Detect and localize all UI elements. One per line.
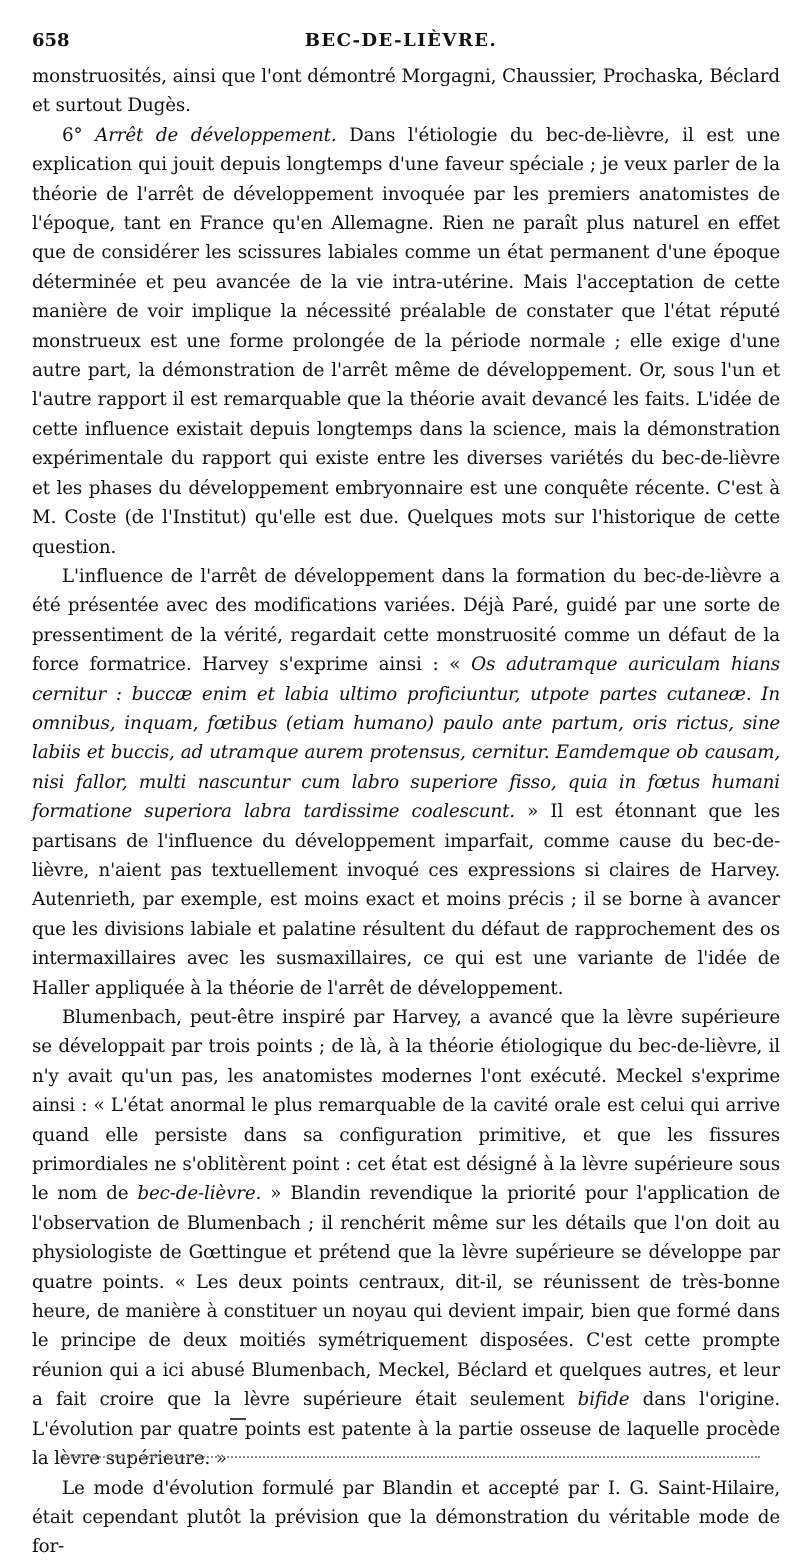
text-run: 6° (62, 124, 96, 146)
italic-run: Arrêt de développement. (95, 124, 337, 146)
text-run: L'influence de l'arrêt de développement dans la formation du bec-de-lièvre a été présentée avec des modifications variées. Déjà Paré, guidé par une sorte de pressentiment de la vérité, regardait cette monstruosité comme un défaut de la force formatrice. Harvey s'exprime ainsi : « (32, 565, 780, 676)
paragraph (32, 1474, 780, 1562)
text-run: dans l'origine. L'évolution par quatre points est patente à la partie osseuse de laquelle procède la lèvre supérieure. » (32, 1389, 780, 1470)
text-run: » Il est étonnant que les partisans de l'influence du développement imparfait, comme cause du bec-de-lièvre, n'aient pas textuellement invoqué ces expressions si claires de Harvey. Autenrieth, par exemple, est moins exact et moins précis ; il se borne à avancer que les divisions labiale et palatine résultent du défaut de rapprochement des os intermaxillaires avec les susmaxillaires, ce qui est une variante de l'idée de Haller appliquée à la théorie de l'arrêt de développement. (32, 801, 781, 999)
body-text (32, 62, 780, 1562)
text-run: Dans l'étiologie du bec-de-lièvre, il est une explication qui jouit depuis longtemps d'une faveur spéciale ; je veux parler de la théorie de l'arrêt de développement invoquée par les premiers anatomistes de l'époque, tant en France qu'en Allemagne. Rien ne paraît plus naturel en effet que de considérer les scissures labiales comme un état permanent d'une époque déterminée et peu avancée de la vie intra-utérine. Mais l'acceptation de cette manière de voir implique la nécessité préalable de constater que l'état réputé monstrueux est une forme prolongée de la période normale ; elle exige d'une autre part, la démonstration de l'arrêt même de développement. Or, sous l'un et l'autre rapport il est remarquable que la théorie avait devancé les faits. L'idée de cette influence existait depuis longtemps dans la science, mais la démonstration expérimentale du rapport qui existe entre les diverses variétés du bec-de-lièvre et les phases du développement embryonnaire est une conquête récente. C'est à M. Coste (de l'Institut) qu'elle est due. Quelques mots sur l'historique de cette question. (32, 124, 780, 558)
text-run: Le mode d'évolution formulé par Blandin et accepté par I. G. Saint-Hilaire, était cependant plutôt la prévision que la démonstration du véritable mode de for- (32, 1477, 780, 1558)
running-title: BEC-DE-LIÈVRE. (304, 30, 498, 51)
footer-rule (60, 1456, 760, 1458)
italic-run: bifide (577, 1389, 630, 1411)
italic-run: Os adutramque auriculam hians cernitur : buccæ enim et labia ultimo proficiuntur, utpote partes cutaneæ. In omnibus, inquam, fœtibus (etiam humano) paulo ante partum, oris rictus, sine labiis et buccis, ad utramque aurem protensus, cernitur. Eamdemque ob causam, nisi fallor, multi nascuntur cum labro superiore fisso, quia in fœtus humani formatione superiora labra tardissime coalescunt. (32, 654, 780, 823)
paragraph (32, 1003, 780, 1474)
text-run: » Blandin revendique la priorité pour l'application de l'observation de Blumenbach ; il renchérit même sur les détails que l'on doit au physiologiste de Gœttingue et prétend que la lèvre supérieure se développe par quatre points. « Les deux points centraux, dit-il, se réunissent de très-bonne heure, de manière à constituer un noyau qui devient impair, bien que formé dans le principe de deux moitiés symétriquement disposées. C'est cette prompte réunion qui a ici abusé Blumenbach, Meckel, Béclard et quelques autres, et leur a fait croire que la lèvre supérieure était seulement (32, 1183, 780, 1411)
footer-dash (230, 1418, 246, 1420)
text-run: Blumenbach, peut-être inspiré par Harvey, a avancé que la lèvre supérieure se développait par trois points ; de là, à la théorie étiologique du bec-de-lièvre, il n'y avait qu'un pas, les anatomistes modernes l'ont exécuté. Meckel s'exprime ainsi : « L'état anormal le plus remarquable de la cavité orale est celui qui arrive quand elle persiste dans sa configuration primitive, et que les fissures primordiales ne s'oblitèrent point : cet état est désigné à la lèvre supérieure sous le nom de (32, 1007, 780, 1205)
page-number: 658 (32, 30, 70, 51)
page-header (32, 30, 770, 56)
paragraph (32, 121, 780, 562)
paragraph (32, 562, 780, 1003)
italic-run: bec-de-lièvre. (137, 1183, 262, 1205)
text-run: monstruosités, ainsi que l'ont démontré Morgagni, Chaussier, Prochaska, Béclard et surtout Dugès. (32, 66, 780, 117)
paragraph (32, 62, 780, 121)
